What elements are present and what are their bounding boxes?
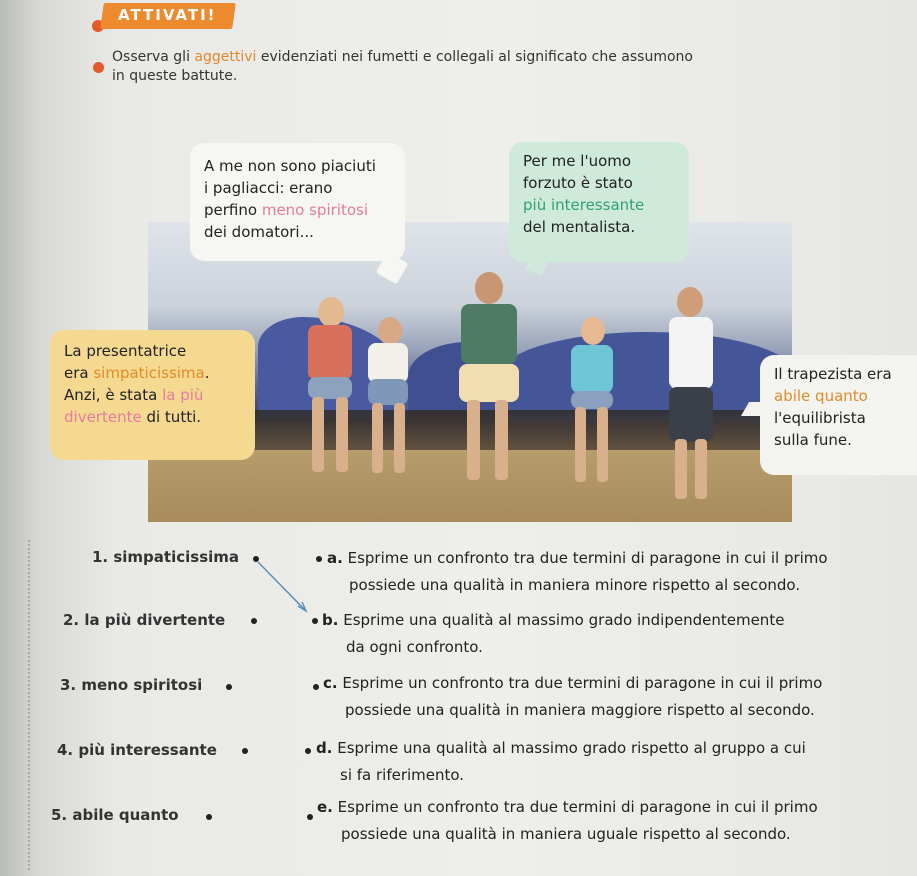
- instructions-line2: in queste battute.: [112, 68, 238, 84]
- instructions-part1: Osserva gli: [112, 49, 195, 65]
- highlight-divertente: divertente: [64, 408, 142, 426]
- highlight-simpaticissima: simpaticissima: [93, 364, 205, 382]
- instructions-part2: evidenziati nei fumetti e collegali al significato che assumono: [256, 49, 693, 65]
- meaning-d: d. Esprime una qualità al massimo grado rispetto al gruppo a cui si fa riferimento.: [316, 739, 806, 784]
- meaning-c: c. Esprime un confronto tra due termini di paragone in cui il primo possiede una qualità in maniera maggiore rispetto al secondo.: [323, 674, 823, 719]
- speech-bubble-top-right: Per me l'uomo forzuto è stato più interessante del mentalista.: [509, 142, 689, 262]
- instructions-highlight: aggettivi: [194, 49, 257, 65]
- meaning-b: b. Esprime una qualità al massimo grado indipendentemente da ogni confronto.: [322, 611, 785, 656]
- match-item-4: 4. più interessante: [57, 741, 217, 759]
- speech-bubble-left: La presentatrice era simpaticissima. Anzi, è stata la più divertente di tutti.: [50, 330, 255, 460]
- speech-bubble-top-left: A me non sono piaciuti i pagliacci: erano perfino meno spiritosi dei domatori...: [190, 143, 405, 261]
- highlight-piu-interessante: più interessante: [523, 196, 645, 214]
- match-item-5: 5. abile quanto: [51, 806, 179, 824]
- speech-bubble-right: Il trapezista era abile quanto l'equilibrista sulla fune.: [760, 355, 917, 475]
- match-item-2: 2. la più divertente: [63, 611, 226, 629]
- match-dot-c[interactable]: [313, 684, 319, 690]
- banner-label: ATTIVATI!: [118, 6, 217, 24]
- highlight-la-piu: la più: [162, 386, 204, 404]
- match-item-3: 3. meno spiritosi: [60, 676, 203, 694]
- meaning-a: a. Esprime un confronto tra due termini di paragone in cui il primo possiede una qualità in maniera minore rispetto al secondo.: [327, 549, 828, 594]
- highlight-meno-spiritosi: meno spiritosi: [261, 201, 368, 219]
- match-dot-e[interactable]: [307, 814, 313, 820]
- match-item-1: 1. simpaticissima: [92, 548, 240, 566]
- match-dot-a[interactable]: [316, 556, 322, 562]
- answer-line: [258, 562, 305, 610]
- meaning-e: e. Esprime un confronto tra due termini di paragone in cui il primo possiede una qualità in maniera uguale rispetto al secondo.: [317, 798, 818, 843]
- match-dot-b[interactable]: [312, 618, 318, 624]
- highlight-abile-quanto: abile quanto: [774, 387, 868, 405]
- match-dot-d[interactable]: [305, 748, 311, 754]
